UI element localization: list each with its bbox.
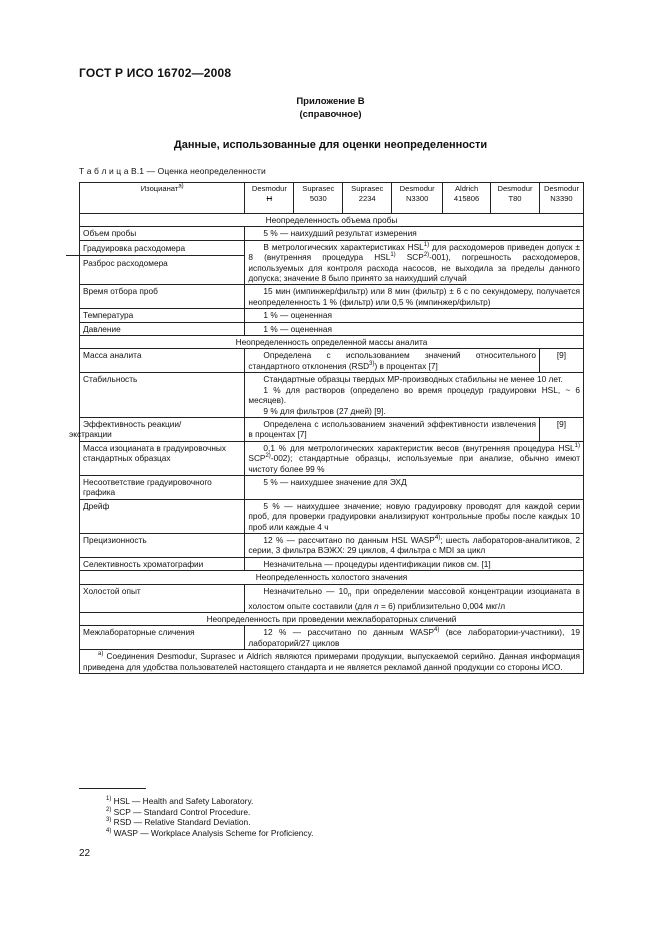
row-label: Время отбора проб [80, 285, 245, 309]
footnote: $^{2)}$ SCP — Standard Control Procedure. [106, 806, 251, 817]
footnote: $^{3)}$ RSD — Relative Standard Deviation. [106, 817, 251, 827]
product-header: Desmodur H [245, 183, 294, 214]
footnote-divider [79, 788, 146, 789]
document-code: ГОСТ Р ИСО 16702—2008 [79, 66, 232, 80]
row-value: Определена с использованием значений относительного стандартного отклонения (RSD$^{3)}$) в процентах [7] [245, 349, 540, 373]
row-label: Холостой опыт [80, 584, 245, 612]
row-value: 15 мин (импинжер/фильтр) или 8 мин (фильтр) ± 6 с по секундомеру, получается неопределенность 1 % (фильтр) или 0,5 % (импинжер/фильтр) [245, 285, 584, 309]
row-label: Дрейф [80, 499, 245, 533]
table-row [80, 322, 584, 335]
row-label: Градуировка расходомера Разброс расходомера [80, 240, 245, 285]
footnote: $^{1)}$ HSL — Health and Safety Laboratory. [106, 796, 254, 806]
table-row [80, 626, 584, 650]
row-value: 0,1 % для метрологических характеристик весов (внутренняя процедура HSL$^{1)}$ SCP$^{2)}$-002); стандартные образцы, используемые при анализе, обычно имеют чистоту более 99 % [245, 441, 584, 475]
table-row [80, 441, 584, 475]
row-value: В метрологических характеристиках HSL$^{1)}$ для расходомеров приведен допуск ± 8 (внутренняя процедура HSL$^{1)}$ SCP$^{2)}$-001), погрешность расходомеров, используемых для контроля расхода насосов, не выходила за пределы данного допуска; значение 8 было принято за наихудший случай [245, 240, 584, 285]
product-header: Suprasec 5030 [294, 183, 343, 214]
table-row [80, 417, 584, 441]
page-number: 22 [79, 848, 91, 859]
table-header-row [80, 183, 584, 214]
product-header: Desmodur T80 [491, 183, 540, 214]
footnotes [106, 796, 314, 838]
row-label: Межлабораторные сличения [80, 626, 245, 650]
row-value: 5 % — наихудшее значение; новую градуировку проводят для каждой серии проб, для проверки градуировки анализируют контрольные пробы после каждых 10 проб или каждые 4 ч [245, 499, 584, 533]
row-value: 5 % — наихудшее значение для ЭХД [245, 475, 584, 499]
row-value: 5 % — наихудший результат измерения [245, 227, 584, 240]
isocyanate-header: Изоцианат$^{а)}$ [80, 183, 245, 214]
row-label: Эффективность реакции/ экстракции [80, 417, 245, 441]
annex-note: (справочное) [299, 109, 362, 120]
row-value: Определена с использованием значений эффективности извлечения в процентах [7] [245, 417, 540, 441]
product-header: Desmodur N3390 [539, 183, 583, 214]
table-row [80, 227, 584, 240]
section-title: Данные, использованные для оценки неопределенности [173, 139, 488, 151]
section-analyte-mass: Неопределенность определенной массы аналита [80, 336, 584, 349]
table-row [80, 499, 584, 533]
table-row [80, 309, 584, 322]
row-value: 12 % — рассчитано по данным HSL WASP$^{4)}$; шесть лабораторов-аналитиков, 2 серии, 3 фильтра ВЭЖХ: 29 циклов, 4 фильтра с MDI за цикл [245, 533, 584, 557]
row-value: Стандартные образцы твердых МР-производных стабильны не менее 10 лет. 1 % для растворов (определено во время процедур градуировки HSL, ~ 6 месяцев). 9 % для фильтров (27 дней) [9]. [245, 373, 584, 418]
table-row [80, 285, 584, 309]
table-note: $^{а)}$ Соединения Desmodur, Suprasec и Aldrich являются примерами продукции, выпускаемой серийно. Данная информация приведена для удобства пользователей настоящего стандарта и не является рекламой данной продукции со стороны ИСО. [80, 650, 584, 674]
table-row [80, 240, 584, 285]
row-label: Температура [80, 309, 245, 322]
section-blank: Неопределенность холостого значения [80, 571, 584, 584]
table-row [80, 475, 584, 499]
row-label: Давление [80, 322, 245, 335]
table-row [80, 349, 584, 373]
row-value: Незначительна — процедуры идентификации пиков см. [1] [245, 557, 584, 570]
row-label: Масса изоцианата в градуировочных стандартных образцах [80, 441, 245, 475]
product-header: Desmodur N3300 [392, 183, 443, 214]
section-interlab: Неопределенность при проведении межлабораторных сличений [80, 613, 584, 626]
row-value: Незначительно — $10_n$ при определении массовой концентрации изоцианата в холостом опыте составили (для n = 6) приблизительно 0,004 мкг/л [245, 584, 584, 612]
row-label: Стабильность [80, 373, 245, 418]
footnote: $^{4)}$ WASP — Workplace Analysis Scheme for Proficiency. [106, 827, 314, 838]
table-row [80, 373, 584, 418]
row-reference: [9] [539, 349, 583, 373]
row-value: 1 % — оцененная [245, 309, 584, 322]
uncertainty-table [69, 182, 584, 674]
row-value: 1 % — оцененная [245, 322, 584, 335]
table-row [80, 557, 584, 570]
row-label: Объем пробы [80, 227, 245, 240]
row-reference: [9] [539, 417, 583, 441]
table-caption: Т а б л и ц а В.1 — Оценка неопределенности [79, 166, 266, 176]
row-label: Прецизионность [80, 533, 245, 557]
section-sampling: Неопределенность объема пробы [80, 214, 584, 227]
row-label: Селективность хроматографии [80, 557, 245, 570]
table-row [80, 533, 584, 557]
table-row [80, 584, 584, 612]
annex-title: Приложение В [296, 96, 365, 107]
product-header: Aldrich 415806 [443, 183, 491, 214]
row-value: 12 % — рассчитано по данным WASP$^{4)}$ (все лаборатории-участники), 19 лабораторий/27 циклов [245, 626, 584, 650]
product-header: Suprasec 2234 [343, 183, 392, 214]
row-label: Несоответствие градуировочного графика [80, 475, 245, 499]
row-label: Масса аналита [80, 349, 245, 373]
